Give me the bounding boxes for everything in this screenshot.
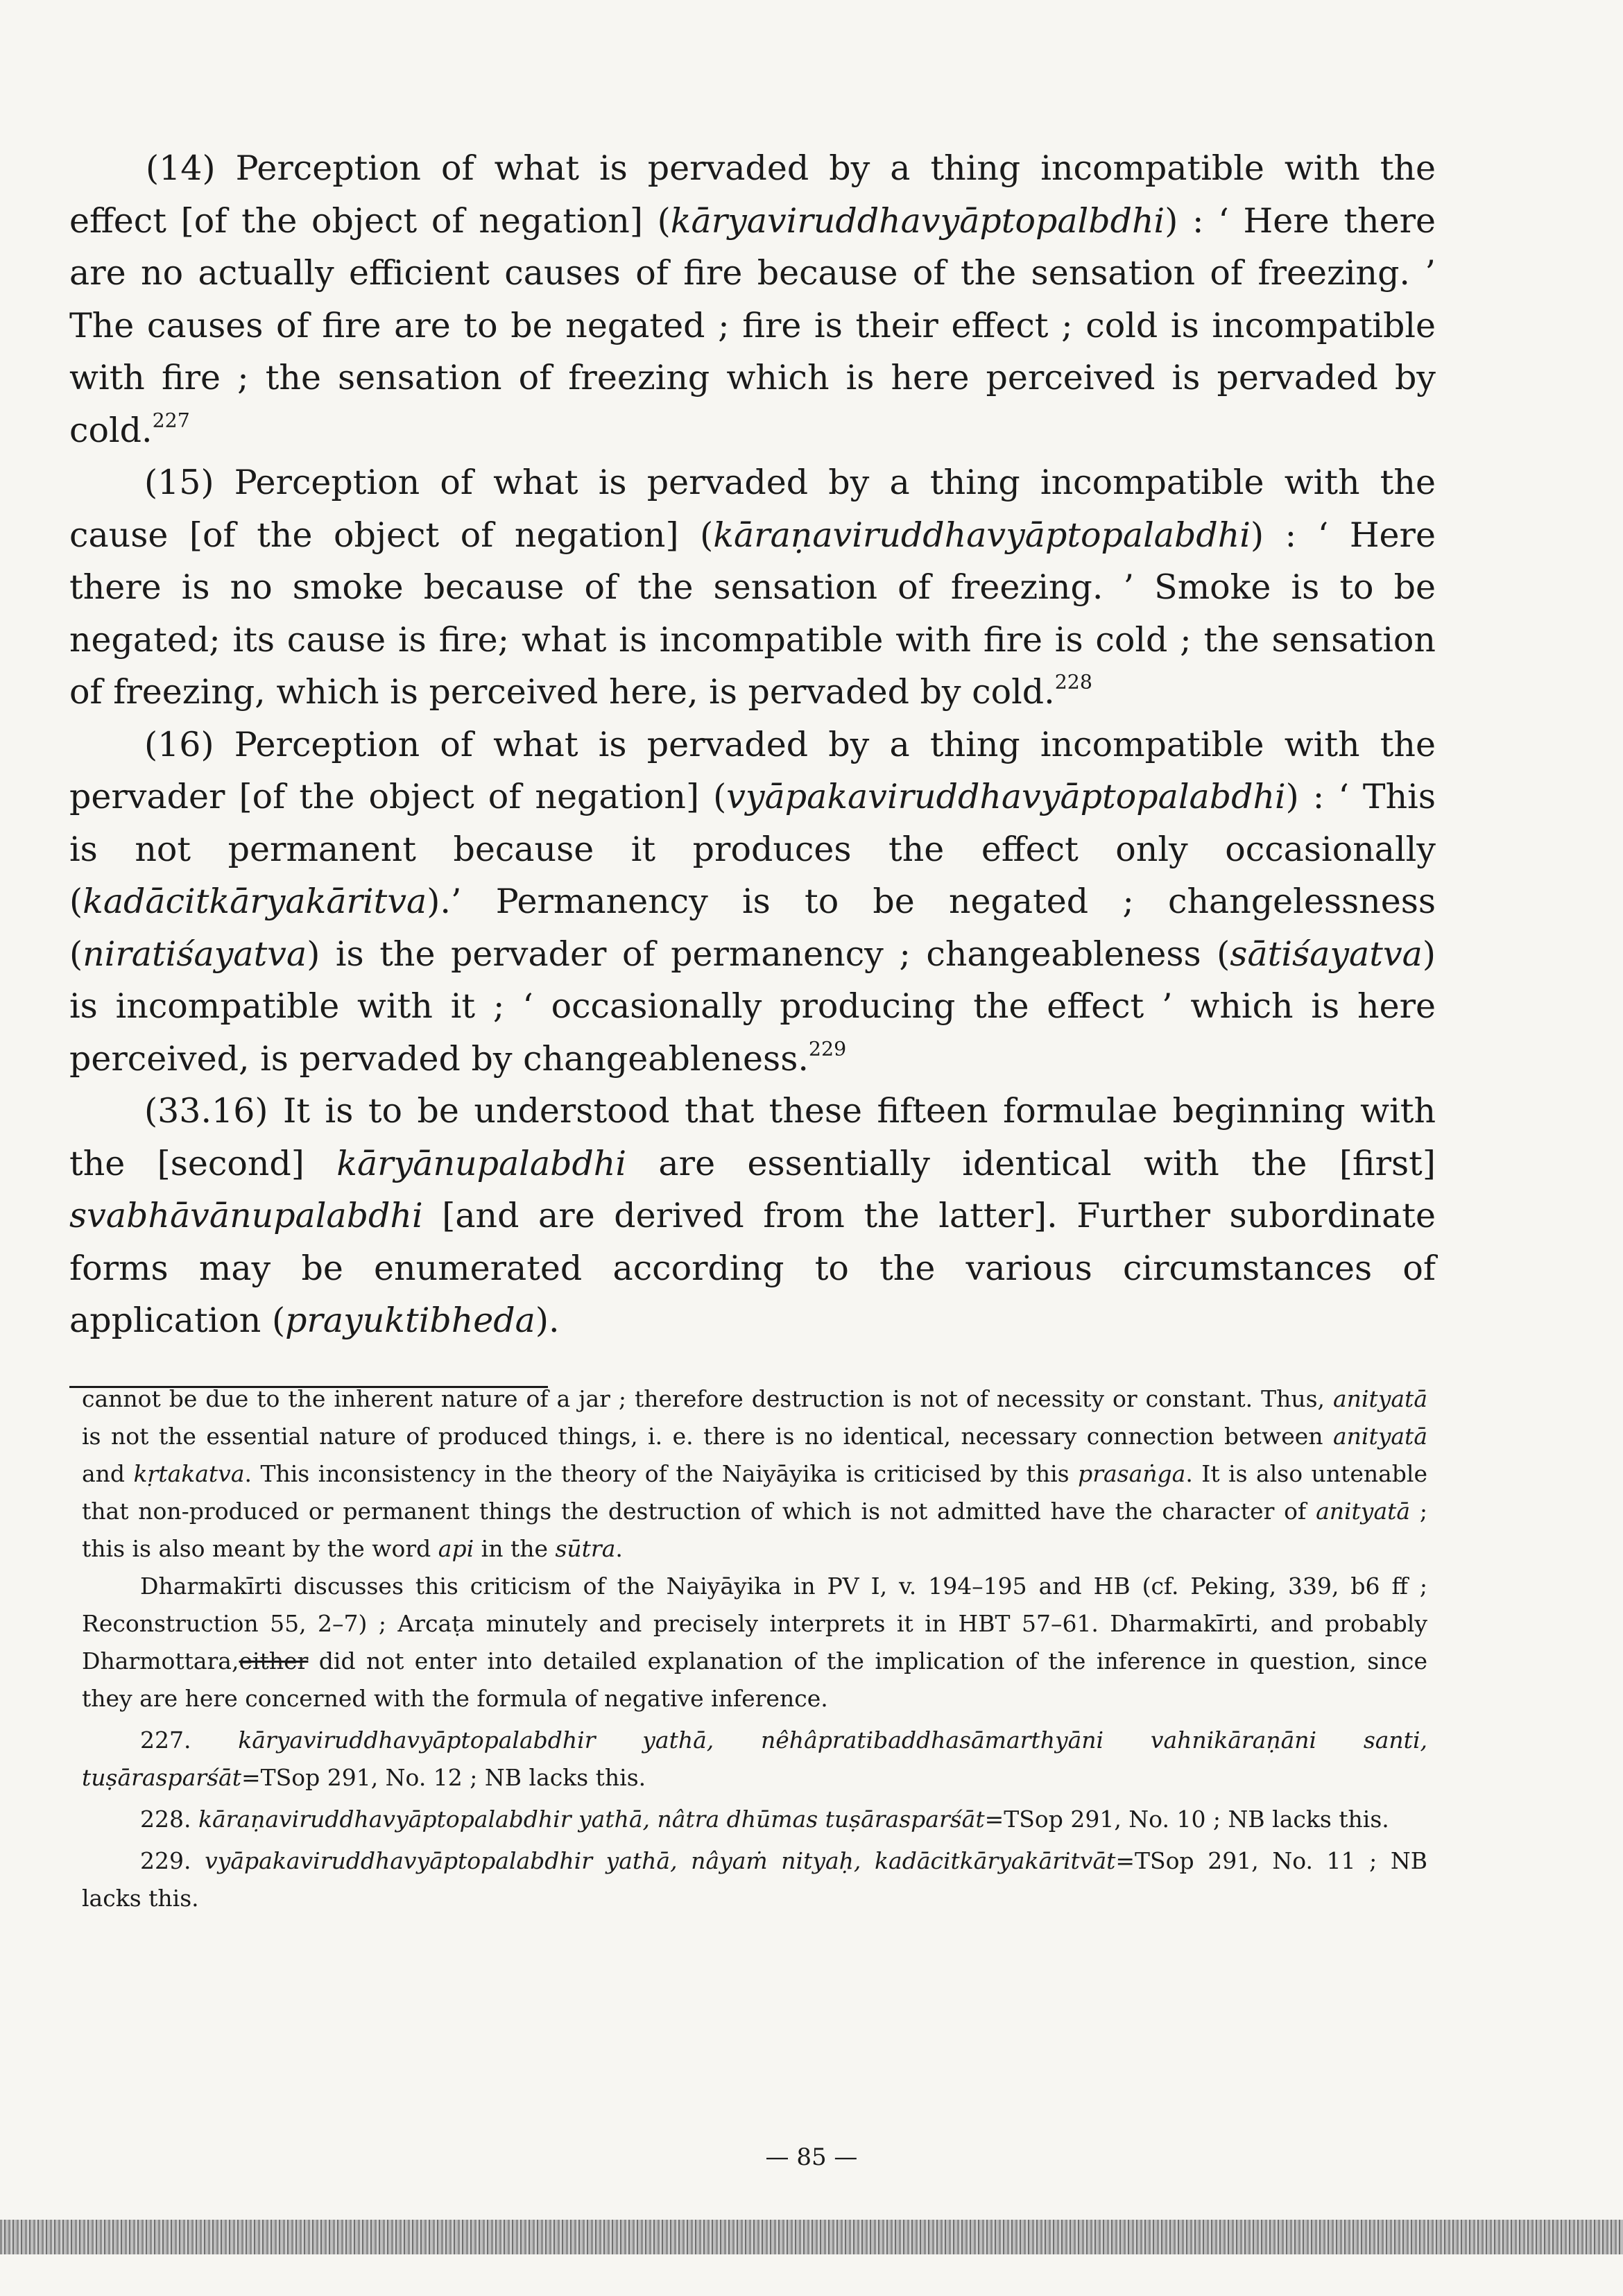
sanskrit-term: kāraṇaviruddhavyāptopalabdhi	[713, 515, 1251, 555]
sanskrit-quote: kāryaviruddhavyāptopalabdhir yathā, nêhâpratibaddhasāmarthyāni vahnikāraṇāni santi, tuṣārasparśāt	[82, 1727, 1427, 1791]
footnote-text: did not enter into detailed explanation of the implication of the inference in question, since they are here concerned with the formula of negative inference.	[82, 1647, 1427, 1712]
paragraph-14	[69, 142, 1436, 456]
paragraph-33-16-text: ).	[535, 1301, 560, 1340]
footnote-228	[82, 1801, 1427, 1838]
sanskrit-term: kṛtakatva	[133, 1460, 245, 1487]
sanskrit-term: prayuktibheda	[285, 1301, 535, 1340]
struck-word: either	[239, 1647, 309, 1674]
sanskrit-term: anityatā	[1333, 1385, 1427, 1412]
sanskrit-term: sūtra	[555, 1535, 616, 1562]
sanskrit-term: sātiśayatva	[1230, 934, 1423, 974]
paragraph-16	[69, 719, 1436, 1086]
footnote-dharmakirti	[82, 1568, 1427, 1717]
paragraph-33-16-text: are essentially identical with the [first]	[626, 1143, 1436, 1183]
paragraph-16-text: ) is the pervader of permanency ; changeableness (	[307, 934, 1230, 974]
sanskrit-term: svabhāvānupalabdhi	[69, 1196, 423, 1235]
footnote-text: =TSop 291, No. 12 ; NB lacks this.	[241, 1764, 646, 1791]
footnote-number: 229.	[140, 1847, 191, 1874]
paragraph-16-text: ) is incompatible with it ; ‘ occasionally producing the effect ’ which is here perceived, is pervaded by changeableness.	[69, 934, 1436, 1079]
sanskrit-term: anityatā	[1333, 1423, 1427, 1450]
sanskrit-term: niratiśayatva	[83, 934, 307, 974]
sanskrit-quote: kāraṇaviruddhavyāptopalabdhir yathā, nâtra dhūmas tuṣārasparśāt	[198, 1806, 985, 1833]
footnote-text: in the	[474, 1535, 556, 1562]
footnote-number: 228.	[140, 1806, 191, 1833]
paragraph-33-16-text: [and are derived from the latter]. Further subordinate forms may be enumerated according to the various circumstances of application (	[69, 1196, 1436, 1340]
footnote-text: cannot be due to the inherent nature of a jar ; therefore destruction is not of necessity or constant. Thus,	[82, 1385, 1333, 1412]
paragraph-33-16-text: (33.16) It is to be understood that these fifteen formulae beginning with the [second]	[69, 1091, 1436, 1183]
footnote-229	[82, 1842, 1427, 1917]
footnote-ref-228: 228	[1054, 670, 1092, 694]
footnote-number: 227.	[140, 1727, 191, 1754]
paragraph-16-text: ) : ‘ This is not permanent because it produces the effect only occasionally (	[69, 777, 1436, 921]
sanskrit-term: kāryaviruddhavyāptopalbdhi	[670, 200, 1165, 241]
sanskrit-term: kāryānupalabdhi	[336, 1143, 627, 1183]
paragraph-15	[69, 456, 1436, 719]
scan-edge-band	[0, 2220, 1623, 2254]
footnote-text: . It is also untenable that non-produced or permanent things the destruction of which is not admitted have the character of	[82, 1460, 1427, 1525]
footnote-continuation	[82, 1380, 1427, 1568]
footnote-227	[82, 1722, 1427, 1797]
paragraph-33-16	[69, 1085, 1436, 1347]
paragraph-14-text: ) : ‘ Here there are no actually efficient causes of fire because of the sensation of freezing. ’ The causes of fire are to be negated ; fire is their effect ; cold is incompatible with fire ; the sensation of freezing which is here perceived is pervaded by cold.	[69, 200, 1436, 450]
sanskrit-term: kadācitkāryakāritva	[83, 882, 427, 921]
footnote-text: =TSop 291, No. 10 ; NB lacks this.	[984, 1806, 1389, 1833]
sanskrit-term: anityatā	[1316, 1498, 1411, 1525]
footnote-text: . This inconsistency in the theory of the Naiyāyika is criticised by this	[244, 1460, 1079, 1487]
main-text	[69, 142, 1436, 1347]
footnote-text: is not the essential nature of produced things, i. e. there is no identical, necessary connection between	[82, 1423, 1333, 1450]
paragraph-15-text: ) : ‘ Here there is no smoke because of the sensation of freezing. ’ Smoke is to be negated; its cause is fire; what is incompatible with fire is cold ; the sensation of freezing, which is perceived here, is pervaded by cold.	[69, 515, 1436, 712]
paragraph-16-text: (16) Perception of what is pervaded by a thing incompatible with the pervader [of the object of negation] (	[69, 724, 1436, 816]
sanskrit-term: prasaṅga	[1078, 1460, 1186, 1487]
footnote-text: .	[615, 1535, 623, 1562]
paragraph-14-text: (14) Perception of what is pervaded by a thing incompatible with the effect [of the object of negation] (	[69, 148, 1436, 241]
footnote-ref-227: 227	[152, 409, 190, 432]
sanskrit-term: vyāpakaviruddhavyāptopalabdhi	[726, 777, 1286, 816]
paragraph-15-text: (15) Perception of what is pervaded by a thing incompatible with the cause [of the object of negation] (	[69, 463, 1436, 555]
sanskrit-quote: vyāpakaviruddhavyāptopalabdhir yathā, nâyaṁ nityaḥ, kadācitkāryakāritvāt	[205, 1847, 1116, 1874]
footnote-text: =TSop 291, No. 11 ; NB lacks this.	[82, 1847, 1427, 1912]
sanskrit-term: api	[438, 1535, 474, 1562]
footnote-text: ; this is also meant by the word	[82, 1498, 1427, 1562]
footnote-text: and	[82, 1460, 134, 1487]
paragraph-16-text: ).’ Permanency is to be negated ; changelessness (	[69, 882, 1436, 974]
page-number: — 85 —	[765, 2143, 858, 2171]
footnotes	[82, 1380, 1427, 1917]
footnote-text: Dharmakīrti discusses this criticism of the Naiyāyika in PV I, v. 194–195 and HB (cf. Peking, 339, b6 ff ; Reconstruction 55, 2–7) ; Arcaṭa minutely and precisely interprets it in HBT 57–61. Dharmakīrti, and probably Dharmottara,	[82, 1573, 1427, 1674]
footnote-ref-229: 229	[808, 1037, 847, 1061]
